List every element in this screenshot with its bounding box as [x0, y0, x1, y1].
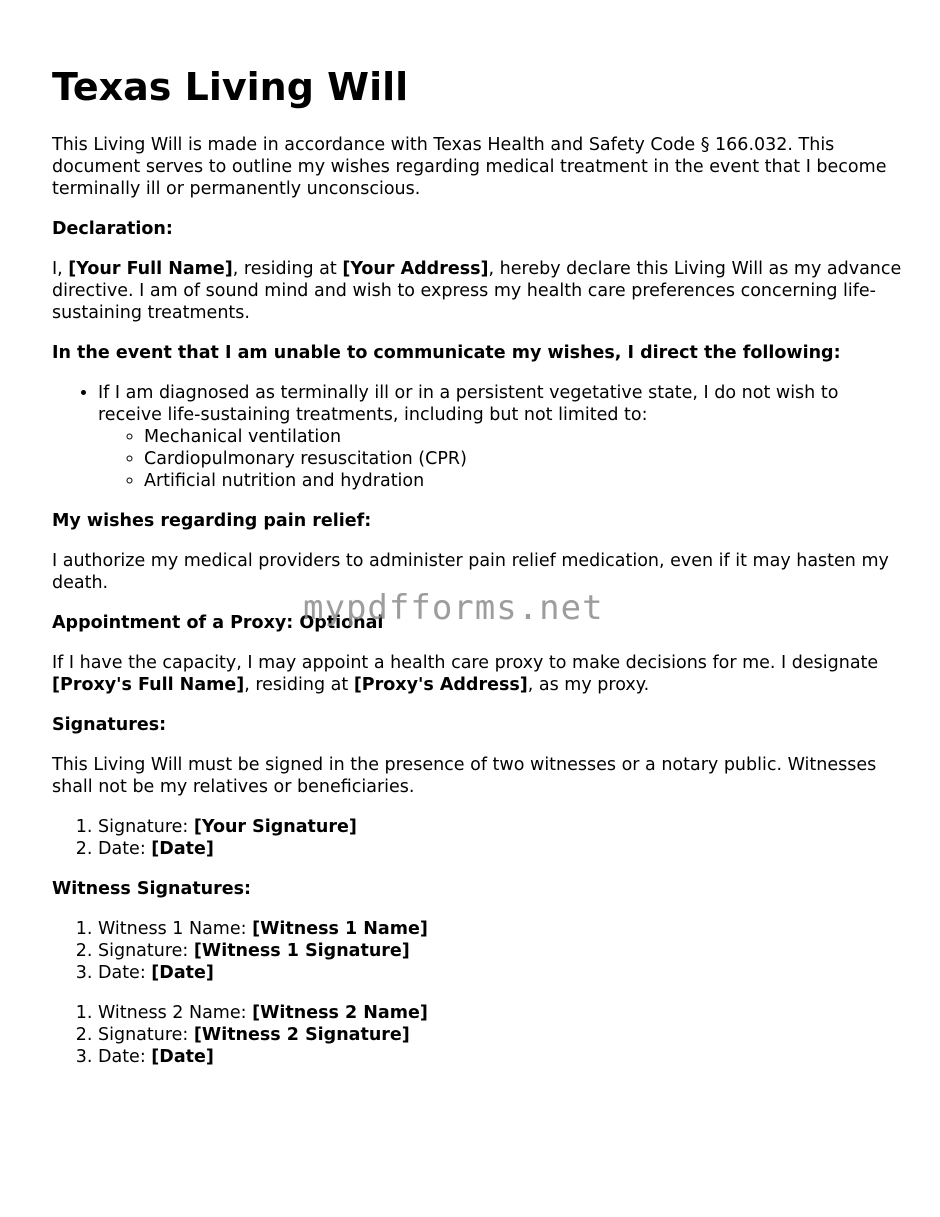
- witness2-list: [52, 1002, 902, 1068]
- witness1-signature-item: [98, 940, 902, 962]
- witness1-list: [52, 918, 902, 984]
- witness2-signature-placeholder: [Witness 2 Signature]: [193, 1025, 410, 1045]
- signature-label: Signature:: [98, 817, 194, 837]
- proxy-paragraph: [52, 652, 902, 696]
- signature-placeholder: [Your Signature]: [193, 817, 357, 837]
- document-page: [52, 62, 902, 1086]
- proxy-prefix: If I have the capacity, I may appoint a health care proxy to make decisions for me. I designate: [52, 653, 879, 673]
- witness1-date-item: [98, 962, 902, 984]
- witness2-date-item: [98, 1046, 902, 1068]
- witness1-signature-placeholder: [Witness 1 Signature]: [193, 941, 410, 961]
- directives-heading: In the event that I am unable to communicate my wishes, I direct the following:: [52, 343, 841, 363]
- proxy-suffix: , as my proxy.: [527, 675, 650, 695]
- witness2-signature-item: [98, 1024, 902, 1046]
- directive-item-text: If I am diagnosed as terminally ill or in a persistent vegetative state, I do not wish to receive life-sustaining treatments, including but not limited to:: [98, 383, 839, 425]
- signatures-heading: Signatures:: [52, 715, 167, 735]
- witness1-date-placeholder: [Date]: [151, 963, 214, 983]
- witness-signatures-heading: Witness Signatures:: [52, 879, 252, 899]
- witness2-signature-label: Signature:: [98, 1025, 194, 1045]
- intro-paragraph: This Living Will is made in accordance with Texas Health and Safety Code § 166.032. This document serves to outline my wishes regarding medical treatment in the event that I become terminally ill or permanently unconscious.: [52, 135, 887, 199]
- pain-relief-paragraph: I authorize my medical providers to administer pain relief medication, even if it may hasten my death.: [52, 551, 889, 593]
- treatment-item: ◦ Mechanical ventilation: [144, 426, 902, 448]
- directive-item: [98, 382, 902, 492]
- witness1-name-label: Witness 1 Name:: [98, 919, 253, 939]
- declaration-suffix: , hereby declare this Living Will as my advance directive. I am of sound mind and wish to express my health care preferences concerning life-sustaining treatments.: [52, 259, 902, 323]
- witness2-name-placeholder: [Witness 2 Name]: [252, 1003, 428, 1023]
- signature-list: [52, 816, 902, 860]
- date-placeholder: [Date]: [151, 839, 214, 859]
- directives-list: [52, 382, 902, 492]
- witness2-date-placeholder: [Date]: [151, 1047, 214, 1067]
- witness2-name-label: Witness 2 Name:: [98, 1003, 253, 1023]
- address-placeholder: [Your Address]: [342, 259, 489, 279]
- treatment-sublist: [98, 426, 902, 492]
- witness1-name-item: [98, 918, 902, 940]
- proxy-name-placeholder: [Proxy's Full Name]: [52, 675, 245, 695]
- witness2-name-item: [98, 1002, 902, 1024]
- full-name-placeholder: [Your Full Name]: [68, 259, 233, 279]
- pain-relief-heading: My wishes regarding pain relief:: [52, 511, 372, 531]
- signature-item: [98, 816, 902, 838]
- treatment-item: ◦ Cardiopulmonary resuscitation (CPR): [144, 448, 902, 470]
- declaration-prefix: I,: [52, 259, 69, 279]
- date-label: Date:: [98, 839, 152, 859]
- witness1-date-label: Date:: [98, 963, 152, 983]
- document-title: Texas Living Will: [52, 65, 409, 109]
- declaration-paragraph: [52, 258, 902, 324]
- proxy-heading: Appointment of a Proxy: Optional: [52, 613, 384, 633]
- treatment-item: ◦ Artificial nutrition and hydration: [144, 470, 902, 492]
- proxy-address-placeholder: [Proxy's Address]: [353, 675, 528, 695]
- witness1-signature-label: Signature:: [98, 941, 194, 961]
- signatures-paragraph: This Living Will must be signed in the presence of two witnesses or a notary public. Witnesses shall not be my relatives or beneficiaries.: [52, 755, 877, 797]
- date-item: [98, 838, 902, 860]
- watermark: mypdfforms.net: [303, 588, 604, 628]
- witness1-name-placeholder: [Witness 1 Name]: [252, 919, 428, 939]
- declaration-mid: , residing at: [232, 259, 343, 279]
- witness2-date-label: Date:: [98, 1047, 152, 1067]
- proxy-mid: , residing at: [244, 675, 354, 695]
- declaration-heading: Declaration:: [52, 219, 173, 239]
